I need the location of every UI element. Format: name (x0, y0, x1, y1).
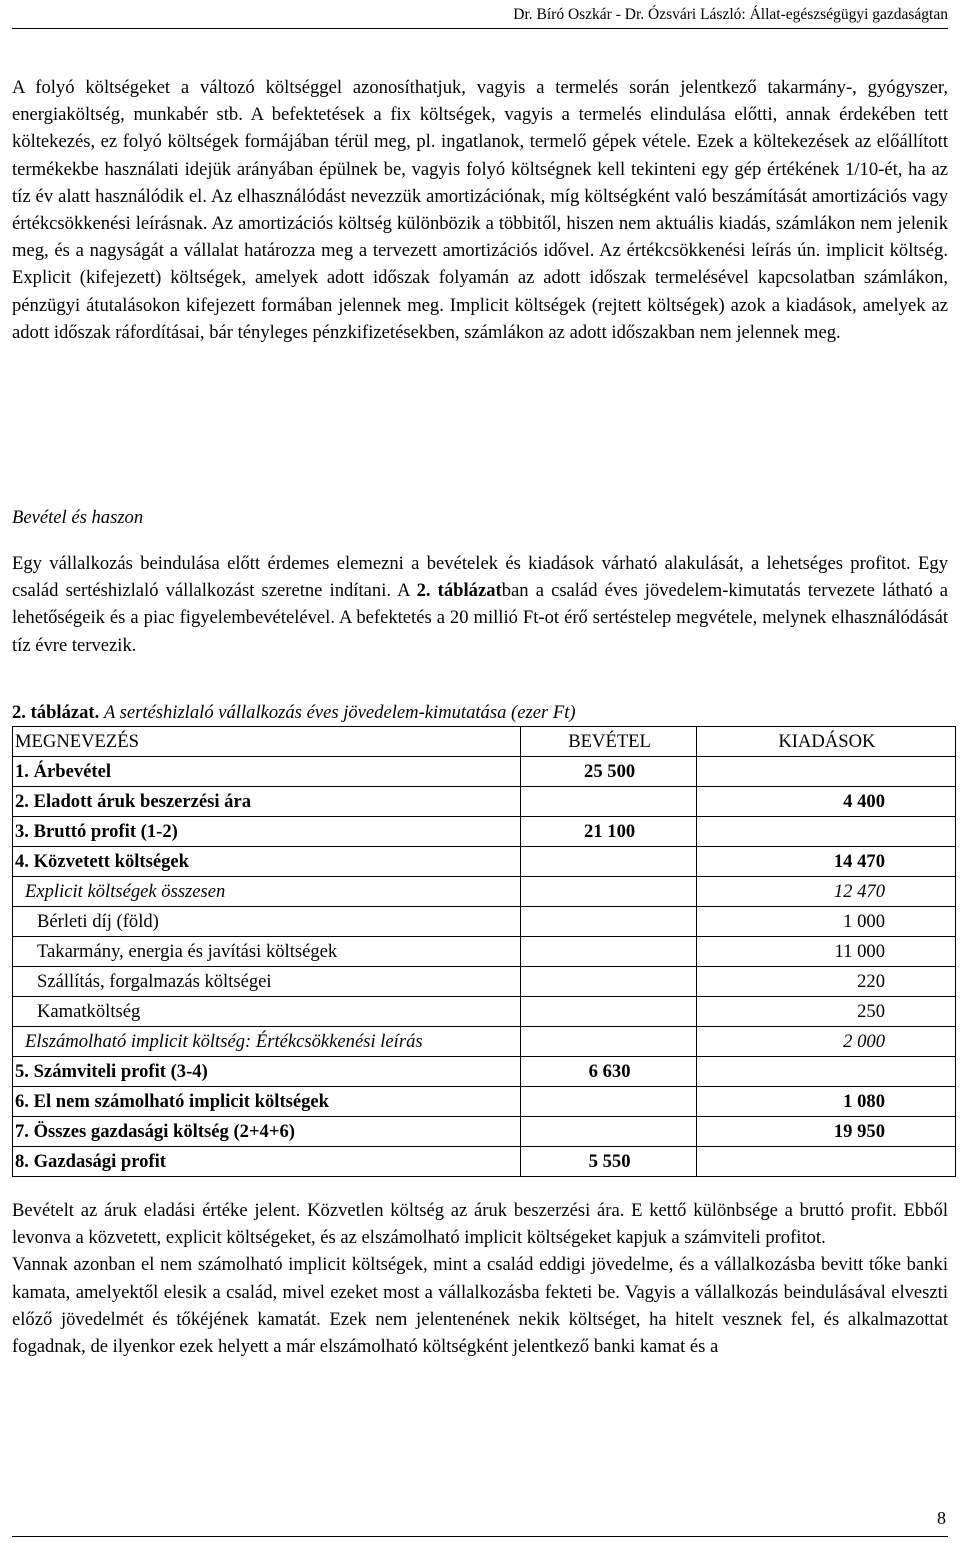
table-row (13, 757, 956, 787)
table-row (13, 817, 956, 847)
row-expense: 19 950 (696, 1117, 955, 1147)
row-expense: 4 400 (696, 787, 955, 817)
row-revenue (521, 877, 696, 907)
row-revenue (521, 787, 696, 817)
page-content (12, 74, 948, 1360)
header-expenses: KIADÁSOK (696, 727, 955, 757)
row-revenue: 6 630 (521, 1057, 696, 1087)
table-row (13, 937, 956, 967)
table-row (13, 997, 956, 1027)
header-title: Dr. Bíró Oszkár - Dr. Ózsvári László: Állat-egészségügyi gazdaságtan (513, 6, 948, 23)
row-name: 6. El nem számolható implicit költségek (13, 1087, 521, 1117)
row-expense: 250 (696, 997, 955, 1027)
table-row (13, 1057, 956, 1087)
table-row (13, 1087, 956, 1117)
row-revenue (521, 1087, 696, 1117)
row-name: 4. Közvetett költségek (13, 847, 521, 877)
row-name: 3. Bruttó profit (1-2) (13, 817, 521, 847)
row-expense (696, 757, 955, 787)
page-header (12, 4, 948, 29)
header-name: MEGNEVEZÉS (13, 727, 521, 757)
footer-rule (12, 1536, 948, 1538)
section-heading: Bevétel és haszon (12, 507, 144, 528)
row-revenue (521, 847, 696, 877)
table-row (13, 967, 956, 997)
table-row (13, 1147, 956, 1177)
table-caption-title: A sertéshizlaló vállalkozás éves jövedelem-kimutatása (ezer Ft) (103, 702, 576, 723)
row-name: Explicit költségek összesen (13, 877, 521, 907)
row-expense (696, 1057, 955, 1087)
row-revenue: 21 100 (521, 817, 696, 847)
table-row (13, 1027, 956, 1057)
income-statement-table (12, 726, 956, 1177)
row-revenue (521, 997, 696, 1027)
row-revenue (521, 1027, 696, 1057)
row-expense: 220 (696, 967, 955, 997)
row-expense: 2 000 (696, 1027, 955, 1057)
row-name: 2. Eladott áruk beszerzési ára (13, 787, 521, 817)
row-name: 8. Gazdasági profit (13, 1147, 521, 1177)
row-name: 1. Árbevétel (13, 757, 521, 787)
row-revenue (521, 967, 696, 997)
row-expense: 14 470 (696, 847, 955, 877)
row-expense (696, 1147, 955, 1177)
row-name: Takarmány, energia és javítási költségek (13, 937, 521, 967)
table-row (13, 1117, 956, 1147)
table-caption (12, 700, 948, 726)
after-paragraph-1: Bevételt az áruk eladási értéke jelent. Közvetlen költség az áruk beszerzési ára. E kettő különbsége a bruttó profit. Ebből levonva a közvetett, explicit költségeket, és az elszámolható implicit költségeket kapjuk a számviteli profitot. (12, 1200, 948, 1249)
section-text-b: ban a család éves jövedelem-kimutatás tervezete látható a lehetőségeik és a piac figyelembevételével. A befektetés a 20 millió Ft-ot érő sertéstelep megvétele, melynek elhasználódását tíz évre tervezik. (12, 580, 948, 656)
row-revenue (521, 1117, 696, 1147)
row-expense: 1 080 (696, 1087, 955, 1117)
table-row (13, 907, 956, 937)
table-header-row (13, 727, 956, 757)
section-paragraph (12, 550, 948, 700)
row-revenue: 25 500 (521, 757, 696, 787)
row-expense (696, 817, 955, 847)
row-expense: 11 000 (696, 937, 955, 967)
table-caption-label: 2. táblázat. (12, 702, 100, 723)
table-row (13, 847, 956, 877)
row-revenue: 5 550 (521, 1147, 696, 1177)
row-name: Elszámolható implicit költség: Értékcsökkenési leírás (13, 1027, 521, 1057)
after-paragraph-2: Vannak azonban el nem számolható implicit költségek, mint a család eddigi jövedelme, és a vállalkozásba bevitt tőke banki kamata, amelyektől elesik a család, mivel ezeket most a vállalkozásba fekteti be. Vagyis a vállalkozás beindulásával elveszti előző jövedelmét és tőkéjének kamatát. Ezek nem jelentenének nekik költséget, ha hitelt vesznek fel, és alkalmazottat fogadnak, de ilyenkor ezek helyett a már elszámolható költségként jelentkező banki kamat és a (12, 1254, 948, 1358)
row-name: Bérleti díj (föld) (13, 907, 521, 937)
row-name: Szállítás, forgalmazás költségei (13, 967, 521, 997)
row-name: Kamatköltség (13, 997, 521, 1027)
table-reference: 2. táblázat (416, 580, 502, 602)
table-row (13, 787, 956, 817)
row-revenue (521, 907, 696, 937)
section-text-a: Egy vállalkozás beindulása előtt érdemes elemezni a bevételek és kiadások várható alakulását, a lehetséges profitot. Egy család sertéshizlaló vállalkozást szeretne indítani. A (12, 553, 948, 602)
page-number: 8 (937, 1508, 946, 1528)
header-revenue: BEVÉTEL (521, 727, 696, 757)
row-expense: 1 000 (696, 907, 955, 937)
row-expense: 12 470 (696, 877, 955, 907)
row-name: 5. Számviteli profit (3-4) (13, 1057, 521, 1087)
intro-paragraph: A folyó költségeket a változó költséggel azonosíthatjuk, vagyis a termelés során jelentkező takarmány-, gyógyszer, energiaköltség, munkabér stb. A befektetések a fix költségek, vagyis a termelés elindulása előtti, annak érdekében tett költekezés, ez folyó költségek formájában térül meg, pl. ingatlanok, termelő gépek vétele. Ezek a költekezések az előállított termékekbe használati idejük arányában épülnek be, vagyis folyó költségnek kell tekinteni egy gép értékének 1/10-ét, ha az tíz év alatt használódik el. Az elhasználódást nevezzük amortizációnak, míg költségként való beszámítását amortizációs vagy értékcsökkenési leírásnak. Az amortizációs költség különbözik a többitől, hiszen nem aktuális kiadás, számlákon nem jelenik meg, és a nagyságát a vállalat határozza meg a tervezett amortizációs idővel. Az értékcsökkenési leírás ún. implicit költség. Explicit (kifejezett) költségek, amelyek adott időszak folyamán az adott időszak termelésével kapcsolatban számlákon, pénzügyi átutalásokon kifejezett formában jelennek meg. Implicit költségek (rejtett költségek) azok a kiadások, amelyek az adott időszak ráfordításai, bár tényleges pénzkifizetésekben, számlákon az adott időszakban nem jelennek meg. (12, 77, 948, 343)
row-revenue (521, 937, 696, 967)
row-name: 7. Összes gazdasági költség (2+4+6) (13, 1117, 521, 1147)
table-row (13, 877, 956, 907)
